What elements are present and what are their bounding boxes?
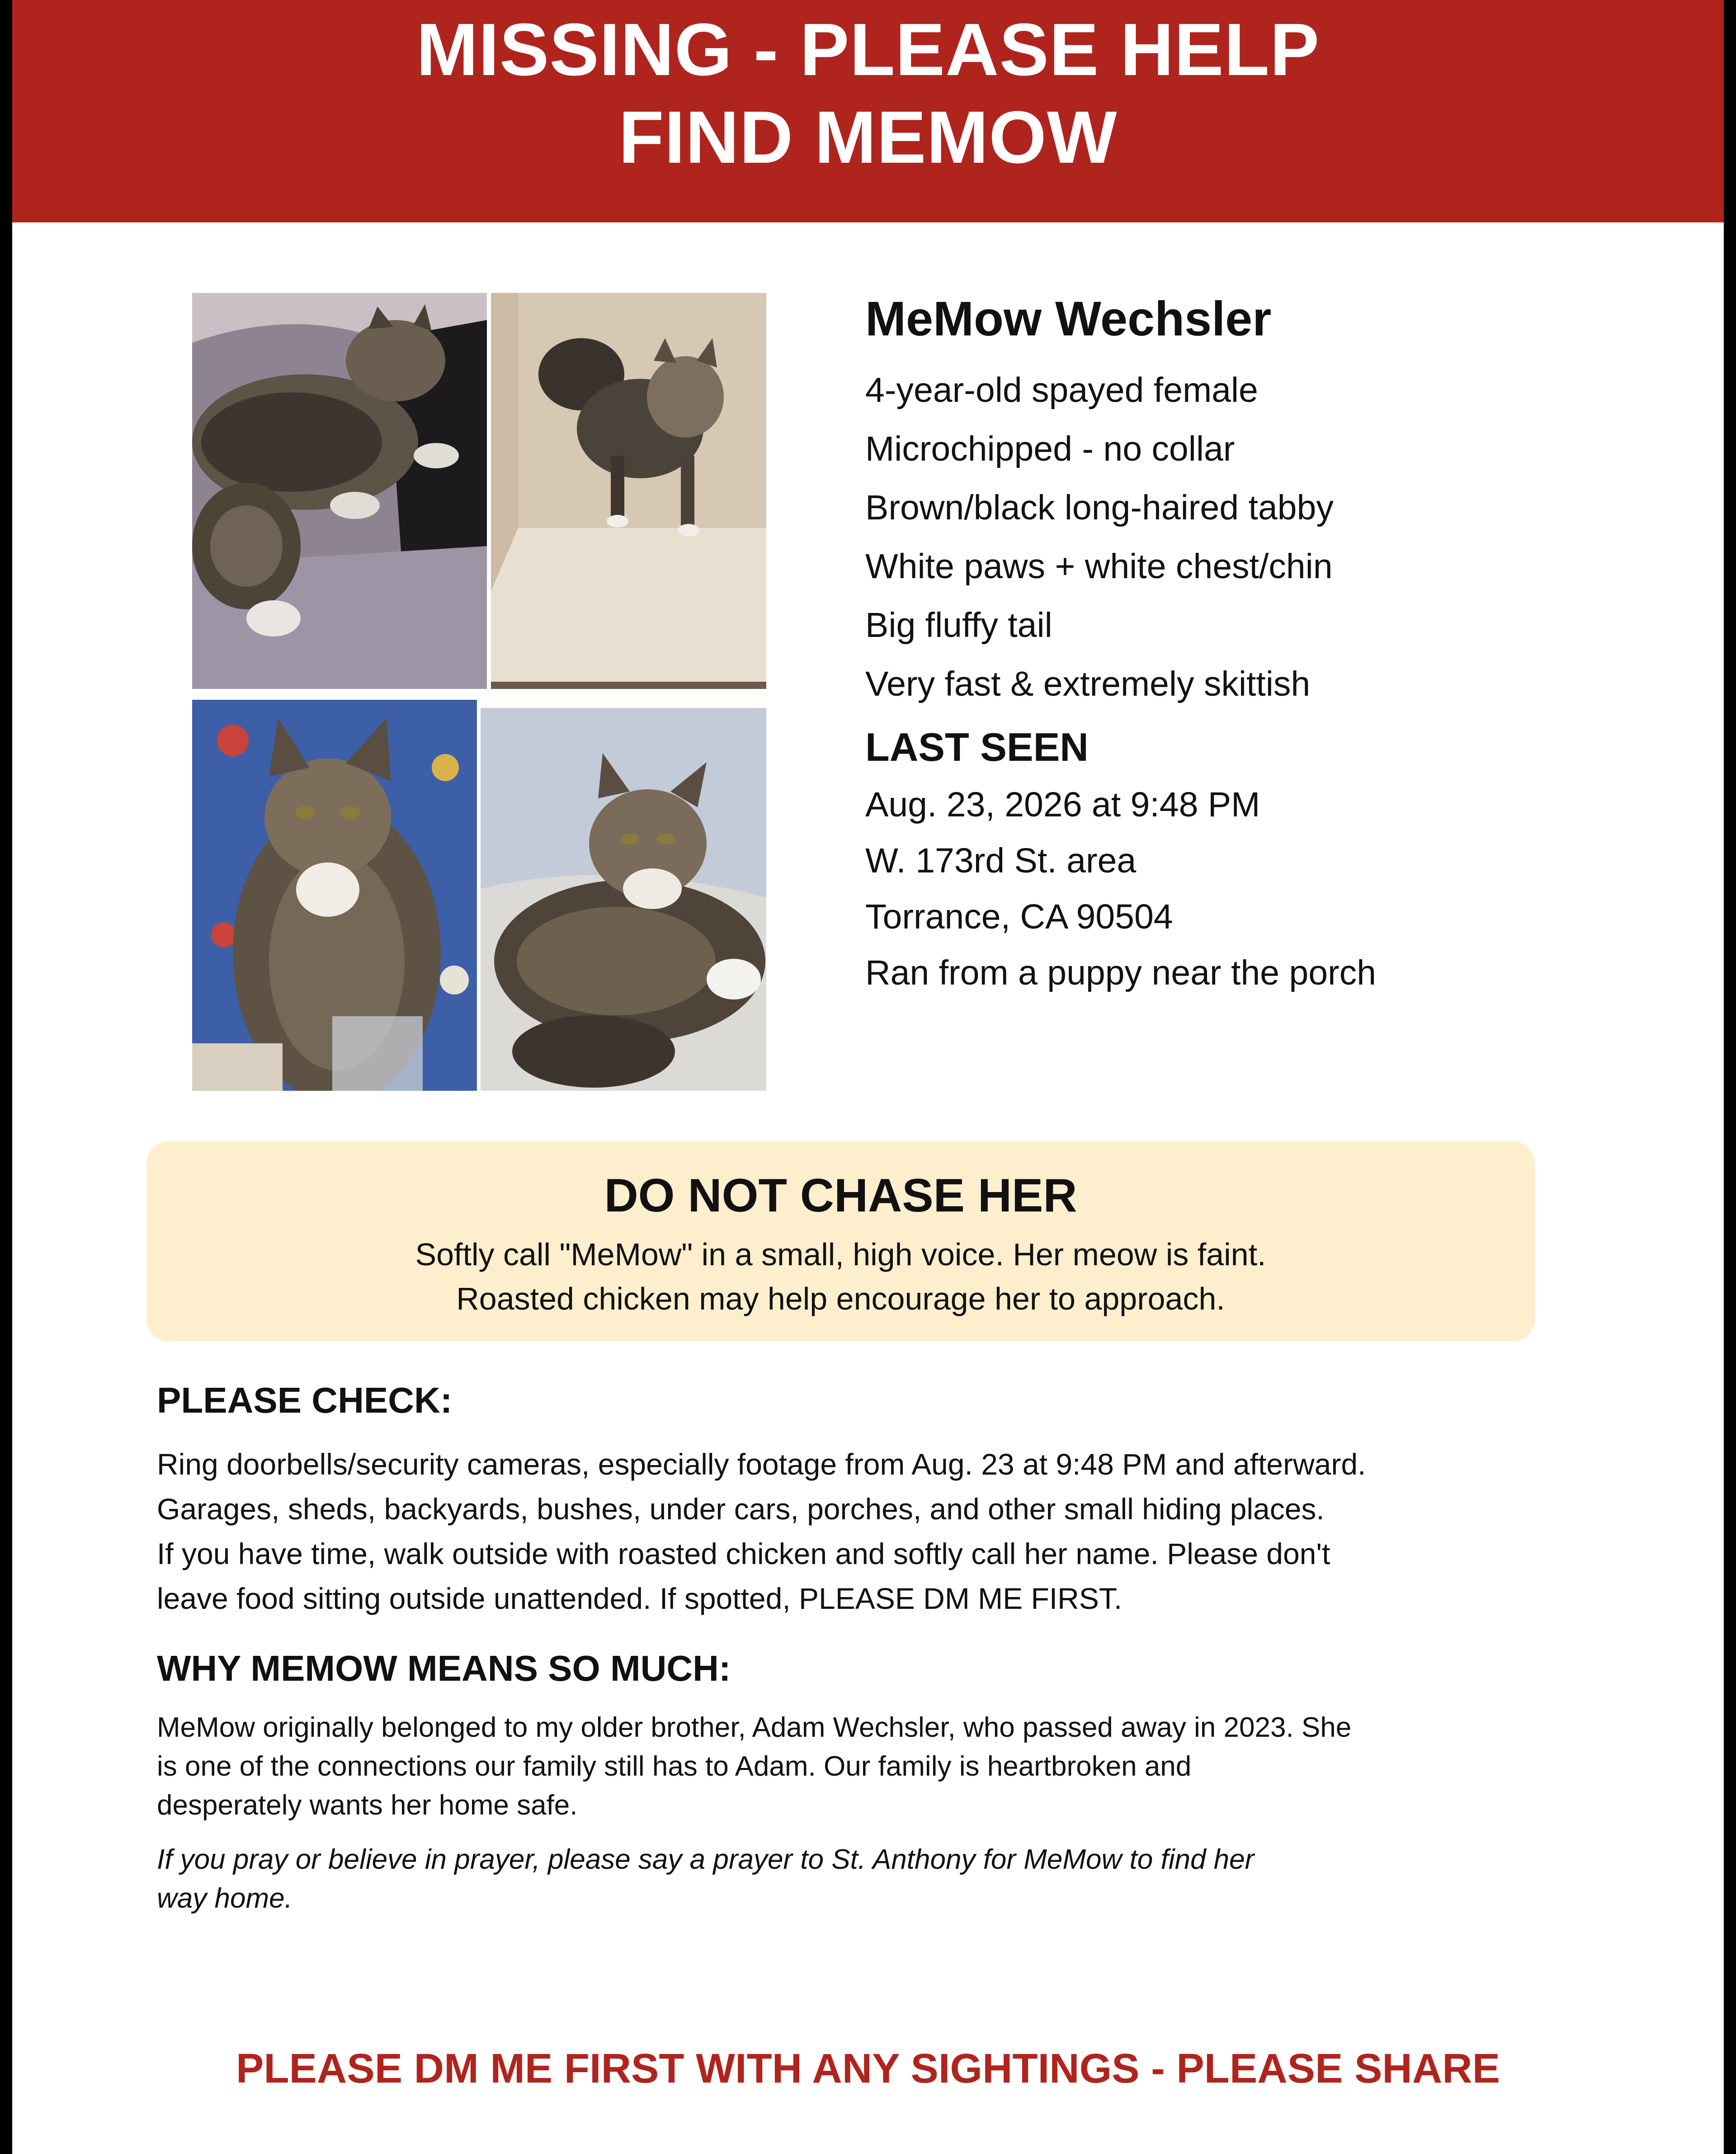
cat-name: MeMow Wechsler [865,291,1272,346]
why-line: is one of the connections our family still has to Adam. Our family is heartbroken and [157,1751,1192,1782]
why-line: MeMow originally belonged to my older brother, Adam Wechsler, who passed away in 2023. She [157,1712,1352,1743]
callout-line-call: Softly call "MeMow" in a small, high voice. Her meow is faint. [415,1237,1266,1272]
header-banner [12,0,1724,222]
why-memow-section [157,1647,1513,1918]
trait-temperament: Very fast & extremely skittish [865,665,1311,703]
last-seen-city: Torrance, CA 90504 [865,897,1173,936]
prayer-line: If you pray or believe in prayer, please say a prayer to St. Anthony for MeMow to find her [157,1844,1255,1875]
cat-details [865,289,1589,1001]
trait-coat: Brown/black long-haired tabby [865,488,1334,527]
trait-age: 4-year-old spayed female [865,371,1258,410]
callout-line-chicken: Roasted chicken may help encourage her to approach. [456,1281,1225,1316]
footer-call-to-action: PLEASE DM ME FIRST WITH ANY SIGHTINGS - PLEASE SHARE [236,2046,1500,2092]
last-seen-circumstance: Ran from a puppy near the porch [865,953,1376,992]
last-seen-street: W. 173rd St. area [865,841,1137,880]
flyer-page [12,0,1724,2154]
trait-microchip: Microchipped - no collar [865,429,1235,468]
prayer-line: way home. [157,1883,292,1914]
banner-title-find-memow: FIND MEMOW [618,96,1118,179]
please-check-heading: PLEASE CHECK: [157,1380,453,1420]
please-check-section [157,1379,1513,1621]
trait-markings: White paws + white chest/chin [865,547,1333,586]
prayer-note [157,1840,1513,1918]
cat-photo-standing-in-cabinet [491,293,766,689]
last-seen-date: Aug. 23, 2026 at 9:48 PM [865,785,1260,824]
cat-photo-sitting-closeup [192,700,477,1091]
check-line: If you have time, walk outside with roasted chicken and softly call her name. Please don't [157,1537,1330,1570]
callout-title: DO NOT CHASE HER [604,1169,1077,1222]
do-not-chase-callout [146,1141,1535,1341]
check-line: Garages, sheds, backyards, bushes, under cars, porches, and other small hiding places. [157,1492,1325,1526]
trait-tail: Big fluffy tail [865,606,1052,645]
cat-photo-lying-on-couch [481,708,766,1091]
check-line: leave food sitting outside unattended. If spotted, PLEASE DM ME FIRST. [157,1582,1123,1615]
cat-photo-lying-on-blanket [192,293,487,689]
banner-title-missing: MISSING - PLEASE HELP [416,8,1320,91]
why-line: desperately wants her home safe. [157,1790,578,1821]
last-seen-heading: LAST SEEN [865,725,1089,769]
check-line: Ring doorbells/security cameras, especially footage from Aug. 23 at 9:48 PM and afterward. [157,1447,1366,1481]
why-heading: WHY MEMOW MEANS SO MUCH: [157,1648,731,1688]
